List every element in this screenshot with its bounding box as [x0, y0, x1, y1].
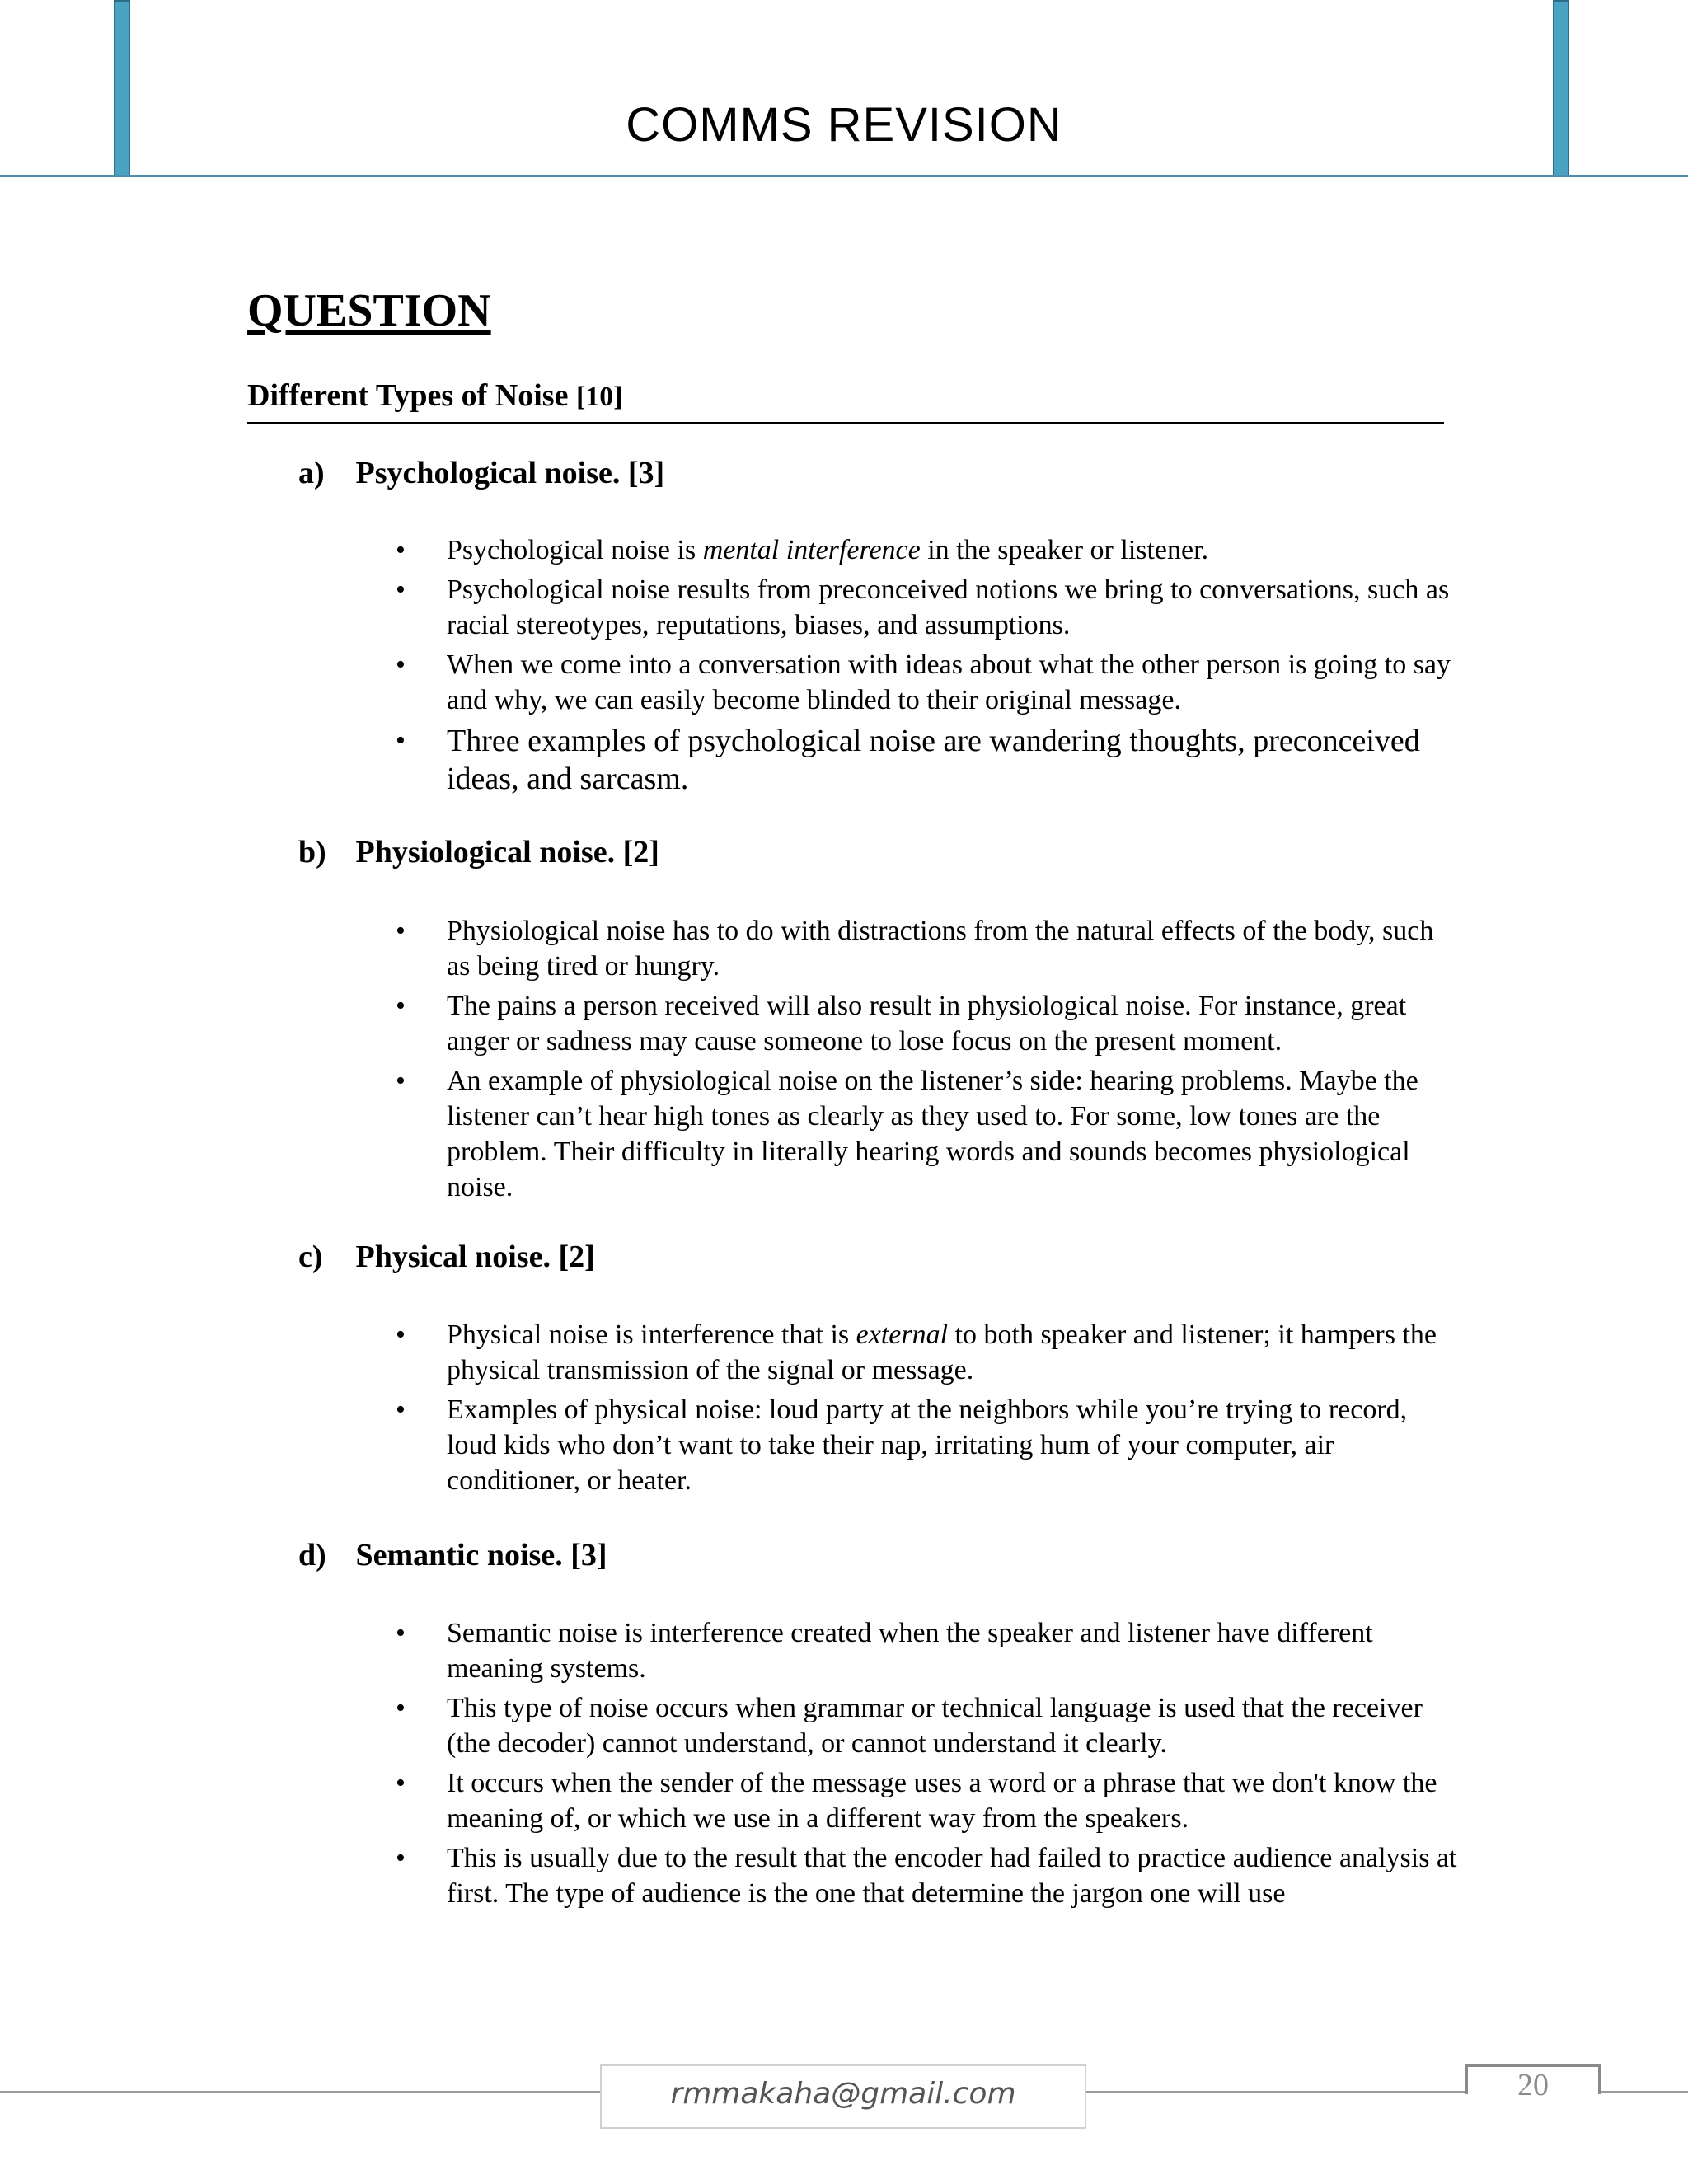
list-item: • An example of physiological noise on the listener’s side: hearing problems. Maybe the listener can’t hear high tones as clearly as they used to. For some, low tones are the problem. Their difficulty in literally hearing words and sounds becomes physiological noise.	[387, 1063, 1459, 1205]
section-heading-d	[298, 1537, 607, 1573]
bullet-text: Physical noise is interference that is	[447, 1319, 856, 1350]
list-item: • Psychological noise results from preconceived notions we bring to conversations, such as racial stereotypes, reputations, biases, and assumptions.	[387, 572, 1459, 643]
bullet-emphasis: external	[856, 1319, 949, 1350]
section-title: Psychological noise. [3]	[355, 456, 665, 490]
list-item: • It occurs when the sender of the message uses a word or a phrase that we don't know the meaning of, or which we use in a different way from the speakers.	[387, 1765, 1459, 1836]
question-subtitle-marks: [10]	[575, 382, 623, 412]
list-item: • Semantic noise is interference created when the speaker and listener have different meaning systems.	[387, 1615, 1459, 1686]
list-item: • This is usually due to the result that the encoder had failed to practice audience analysis at first. The type of audience is the one that determine the jargon one will use	[387, 1840, 1459, 1911]
question-subtitle	[247, 377, 1444, 424]
section-title: Physiological noise. [2]	[355, 835, 659, 869]
section-heading-c	[298, 1239, 595, 1275]
list-item: • The pains a person received will also result in physiological noise. For instance, great anger or sadness may cause someone to lose focus on the present moment.	[387, 988, 1459, 1059]
bullet-text: Psychological noise is	[447, 535, 703, 565]
section-label: d)	[298, 1538, 326, 1572]
bullet-text: to both speaker and listener; it hampers the physical transmission of the signal or message.	[447, 1319, 1437, 1385]
section-heading-b	[298, 834, 659, 870]
page-number: 20	[1517, 2068, 1549, 2102]
footer-rule-left	[0, 2091, 600, 2093]
question-title: QUESTION	[247, 285, 491, 336]
section-label: a)	[298, 456, 325, 490]
question-subtitle-text: Different Types of Noise	[247, 378, 576, 413]
bullet-list-d	[387, 1615, 1459, 1915]
footer-rule-middle	[1086, 2091, 1465, 2093]
bullet-list-c	[387, 1317, 1459, 1502]
header-title: COMMS REVISION	[626, 98, 1062, 152]
section-label: b)	[298, 835, 326, 869]
section-title: Semantic noise. [3]	[355, 1538, 607, 1572]
section-label: c)	[298, 1240, 323, 1274]
header-rule	[0, 175, 1688, 177]
bullet-text: in the speaker or listener.	[920, 535, 1209, 565]
footer-email: rmmakaha@gmail.com	[670, 2077, 1016, 2111]
bullet-list-a	[387, 532, 1459, 802]
bullet-list-b	[387, 913, 1459, 1209]
list-item: • Physiological noise has to do with distractions from the natural effects of the body, such as being tired or hungry.	[387, 913, 1459, 984]
footer-rule-right	[1601, 2091, 1688, 2093]
list-item	[387, 532, 1459, 568]
bullet-emphasis: mental interference	[702, 535, 921, 565]
section-heading-a	[298, 455, 664, 491]
list-item: • This type of noise occurs when grammar or technical language is used that the receiver (the decoder) cannot understand, or cannot understand it clearly.	[387, 1690, 1459, 1761]
section-title: Physical noise. [2]	[355, 1240, 595, 1274]
list-item: • Examples of physical noise: loud party at the neighbors while you’re trying to record, loud kids who don’t want to take their nap, irritating hum of your computer, air conditioner, or heater.	[387, 1392, 1459, 1498]
list-item: • Three examples of psychological noise are wandering thoughts, preconceived ideas, and sarcasm.	[387, 722, 1459, 798]
list-item	[387, 1317, 1459, 1388]
list-item: • When we come into a conversation with ideas about what the other person is going to say and why, we can easily become blinded to their original message.	[387, 647, 1459, 718]
